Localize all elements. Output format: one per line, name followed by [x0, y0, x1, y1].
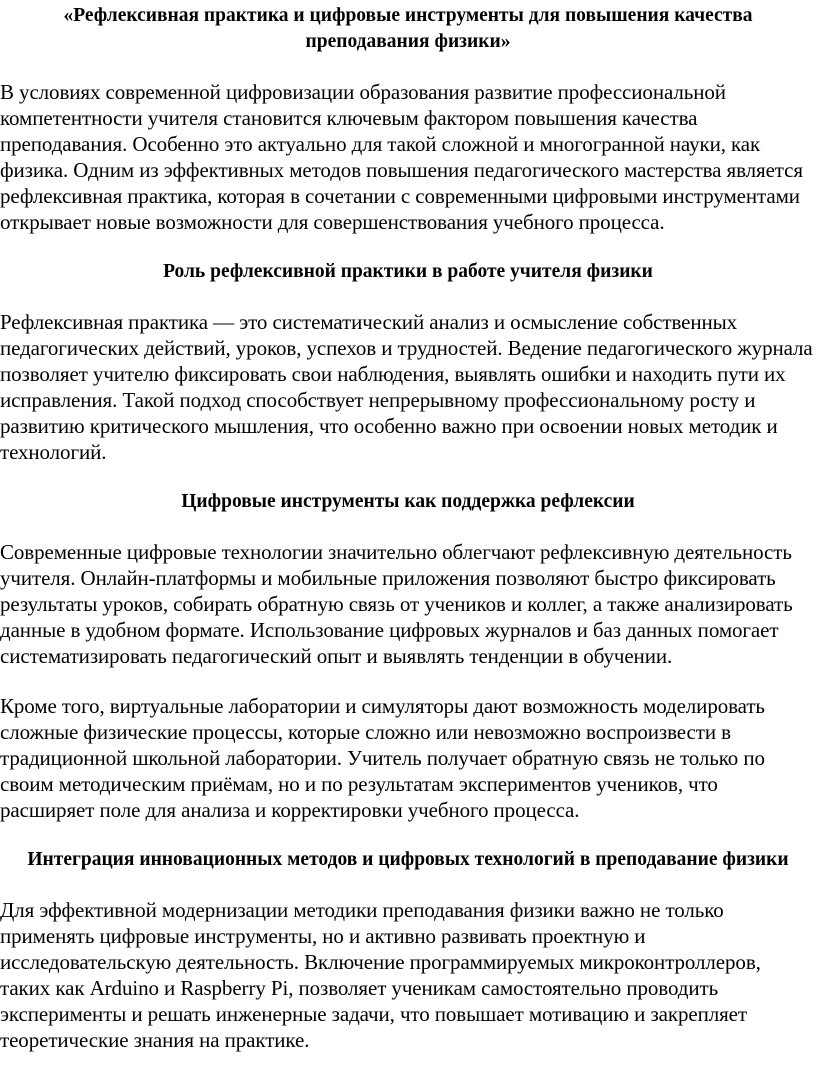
section-paragraph: Кроме того, виртуальные лаборатории и симуляторы дают возможность моделировать сложные физические процессы, которые сложно или невозможно воспроизвести в традиционной школьной лаборатории. Учитель получает обратную связь не только по своим методическим приёмам, но и по результатам экспериментов учеников, что расширяет поле для анализа и корректировки учебного процесса.	[0, 694, 765, 822]
section-heading-digital-tools: Цифровые инструменты как поддержка рефлексии	[181, 491, 635, 512]
section-paragraph: Современные цифровые технологии значительно облегчают рефлексивную деятельность учителя. Онлайн-платформы и мобильные приложения позволяют быстро фиксировать результаты уроков, собирать обратную связь от учеников и коллег, а также анализировать данные в удобном формате. Использование цифровых журналов и баз данных помогает систематизировать педагогический опыт и выявлять тенденции в обучении.	[0, 540, 793, 668]
intro-paragraph: В условиях современной цифровизации образования развитие профессиональной компетентности учителя становится ключевым фактором повышения качества преподавания. Особенно это актуально для такой сложной и многогранной науки, как физика. Одним из эффективных методов повышения педагогического мастерства является рефлексивная практика, которая в сочетании с современными цифровыми инструментами открывает новые возможности для совершенствования учебного процесса.	[0, 80, 803, 234]
section-heading-reflective-practice: Роль рефлексивной практики в работе учителя физики	[163, 261, 653, 282]
section-heading-integration: Интеграция инновационных методов и цифровых технологий в преподавание физики	[27, 849, 789, 870]
section-paragraph: Для эффективной модернизации методики преподавания физики важно не только применять цифровые инструменты, но и активно развивать проектную и исследовательскую деятельность. Включение программируемых микроконтроллеров, таких как Arduino и Raspberry Pi, позволяет ученикам самостоятельно проводить эксперименты и решать инженерные задачи, что повышает мотивацию и закрепляет теоретические знания на практике.	[0, 898, 761, 1052]
document-title: «Рефлексивная практика и цифровые инструменты для повышения качества преподавания физики»	[63, 5, 753, 52]
section-paragraph: Рефлексивная практика — это систематический анализ и осмысление собственных педагогических действий, уроков, успехов и трудностей. Ведение педагогического журнала позволяет учителю фиксировать свои наблюдения, выявлять ошибки и находить пути их исправления. Такой подход способствует непрерывному профессиональному росту и развитию критического мышления, что особенно важно при освоении новых методик и технологий.	[0, 310, 813, 464]
